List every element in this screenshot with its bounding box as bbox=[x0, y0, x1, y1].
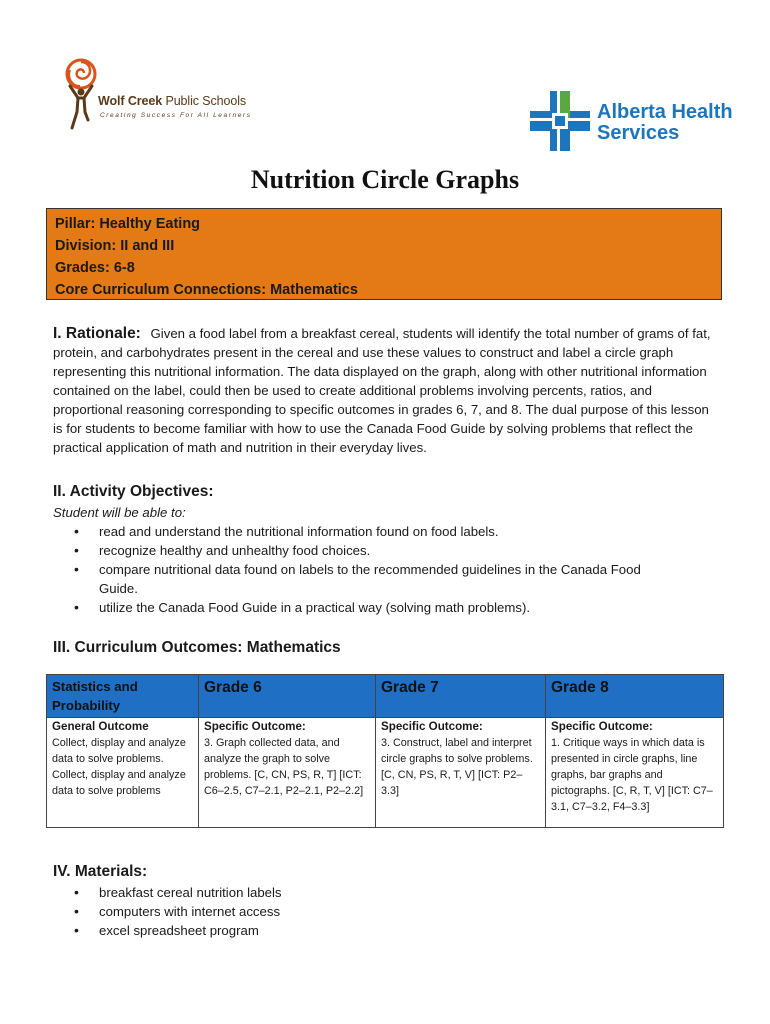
alberta-health-services-logo bbox=[530, 91, 733, 151]
table-header-row bbox=[47, 675, 724, 718]
cell-body: 1. Critique ways in which data is presented in circle graphs, line graphs, bar graphs and pictographs. [C, R, T, V] [ICT: C7–3.1, C7–3.2, F4–3.3] bbox=[551, 737, 713, 813]
outcomes-section bbox=[53, 637, 718, 659]
objectives-section bbox=[53, 481, 718, 617]
ahs-name bbox=[597, 102, 733, 144]
table-cell bbox=[47, 718, 199, 828]
table-header-cell: Statistics and Probability bbox=[47, 675, 199, 718]
cell-title: Specific Outcome: bbox=[551, 720, 653, 733]
table-row bbox=[47, 718, 724, 828]
rationale-text: Given a food label from a breakfast cereal, students will identify the total number of grams of fat, protein, and carbohydrates present in the cereal and use these values to construct and label a circle graph representing this nutritional information. The data displayed on the graph, along with other nutritional information contained on the label, could then be used to create additional problems involving percents, ratios, and proportional reasoning corresponding to specific outcomes in grades 6, 7, and 8. The dual purpose of this lesson is for students to become familiar with how to use the Canada Food Guide by solving problems that reflect the practical application of math and nutrition in their everyday lives. bbox=[53, 326, 711, 455]
list-item: • read and understand the nutritional information found on food labels. bbox=[99, 522, 718, 541]
table-header-cell: Grade 6 bbox=[199, 675, 376, 718]
cell-body: Collect, display and analyze data to solve problems. Collect, display and analyze data to solve problems bbox=[52, 737, 186, 797]
objectives-subhead: Student will be able to: bbox=[53, 505, 186, 520]
materials-heading: IV. Materials: bbox=[53, 863, 148, 880]
table-header-cell: Grade 7 bbox=[376, 675, 546, 718]
list-item: • breakfast cereal nutrition labels bbox=[99, 883, 718, 902]
cell-title: Specific Outcome: bbox=[204, 720, 306, 733]
ahs-name-line1: Alberta Health bbox=[597, 101, 733, 123]
list-item: • computers with internet access bbox=[99, 902, 718, 921]
ahs-name-line2: Services bbox=[597, 122, 680, 144]
materials-section bbox=[53, 861, 718, 940]
wolf-creek-name bbox=[98, 94, 246, 108]
table-header-cell: Grade 8 bbox=[546, 675, 724, 718]
table-cell bbox=[376, 718, 546, 828]
lesson-info-box bbox=[46, 208, 722, 300]
rationale-section bbox=[53, 324, 718, 457]
ahs-cross-icon bbox=[530, 91, 590, 151]
table-cell bbox=[199, 718, 376, 828]
wolf-creek-name-bold: Wolf Creek bbox=[98, 94, 163, 108]
outcomes-table bbox=[46, 674, 724, 828]
wolf-creek-tagline: Creating Success For All Learners bbox=[100, 112, 252, 119]
cell-body: 3. Construct, label and interpret circle graphs to solve problems. [C, CN, PS, R, T, V] [ICT: P2–3.3] bbox=[381, 737, 533, 797]
list-item: • utilize the Canada Food Guide in a practical way (solving math problems). bbox=[99, 598, 718, 617]
list-item: • compare nutritional data found on labels to the recommended guidelines in the Canada Food Guide. bbox=[99, 560, 718, 598]
wolf-creek-name-light: Public Schools bbox=[162, 94, 247, 108]
wolf-creek-logo bbox=[62, 58, 262, 138]
wolf-creek-figure-icon bbox=[62, 58, 100, 132]
grades-line: Grades: 6-8 bbox=[55, 260, 135, 276]
objectives-list bbox=[53, 522, 718, 617]
cell-title: General Outcome bbox=[52, 720, 149, 733]
rationale-heading: I. Rationale: bbox=[53, 325, 141, 342]
outcomes-heading: III. Curriculum Outcomes: Mathematics bbox=[53, 639, 341, 656]
list-item: • recognize healthy and unhealthy food choices. bbox=[99, 541, 718, 560]
objectives-heading: II. Activity Objectives: bbox=[53, 483, 214, 500]
table-cell bbox=[546, 718, 724, 828]
list-item: • excel spreadsheet program bbox=[99, 921, 718, 940]
connections-line: Core Curriculum Connections: Mathematics bbox=[55, 282, 358, 298]
cell-title: Specific Outcome: bbox=[381, 720, 483, 733]
page-title: Nutrition Circle Graphs bbox=[250, 165, 520, 194]
pillar-line: Pillar: Healthy Eating bbox=[55, 216, 201, 232]
materials-list bbox=[53, 883, 718, 940]
cell-body: 3. Graph collected data, and analyze the graph to solve problems. [C, CN, PS, R, T] [ICT: C6–2.5, C7–2.1, P2–2.1, P2–2.2] bbox=[204, 737, 364, 797]
division-line: Division: II and III bbox=[55, 238, 175, 254]
